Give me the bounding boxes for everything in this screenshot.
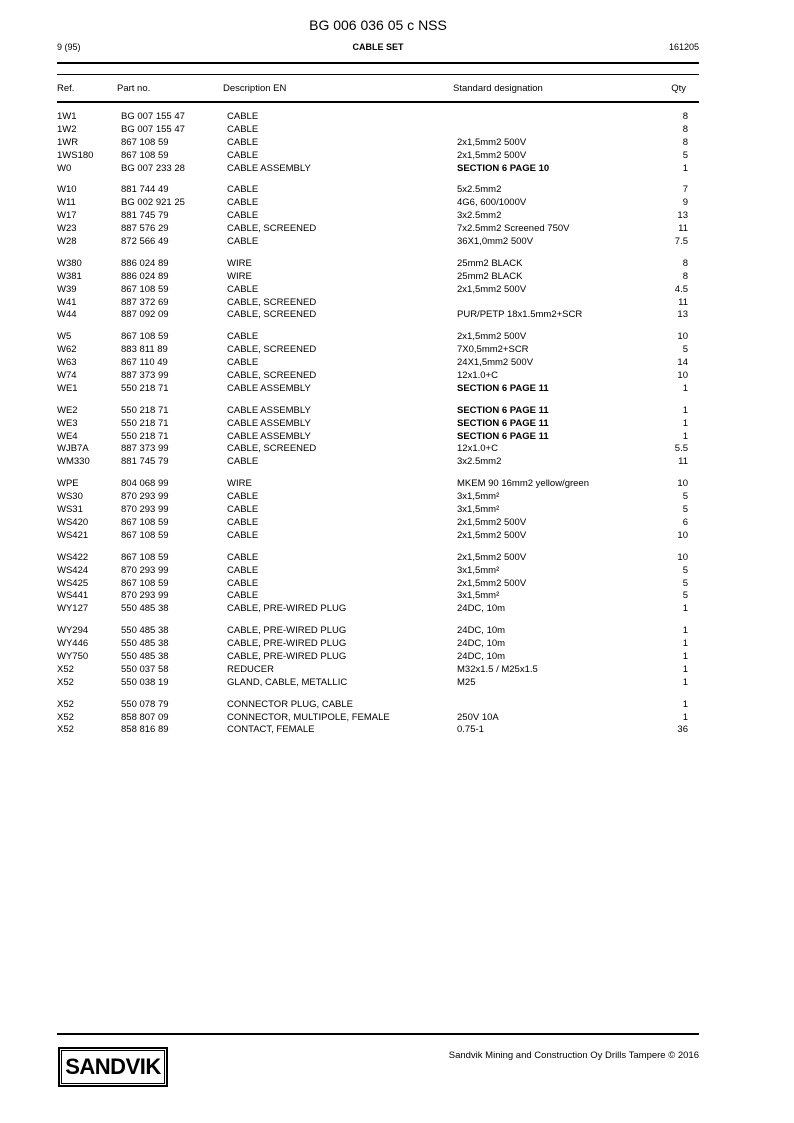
cell-part-number: 858 816 89 xyxy=(121,724,169,736)
table-row xyxy=(57,418,699,431)
row-group xyxy=(57,111,699,175)
cell-description: CABLE ASSEMBLY xyxy=(227,430,311,442)
cell-description: CABLE ASSEMBLY xyxy=(227,162,311,174)
cell-description: CONTACT, FEMALE xyxy=(227,724,315,736)
cell-quantity: 1 xyxy=(682,638,688,650)
cell-standard-designation: 2x1,5mm2 500V xyxy=(457,136,527,148)
cell-quantity: 5 xyxy=(682,577,688,589)
cell-standard-designation: 3x2.5mm2 xyxy=(457,456,502,468)
cell-quantity: 10 xyxy=(677,331,688,343)
cell-quantity: 6 xyxy=(682,516,688,528)
cell-description: CABLE xyxy=(227,123,259,135)
cell-ref: X52 xyxy=(57,663,74,675)
table-row xyxy=(57,197,699,210)
cell-ref: W74 xyxy=(57,370,77,382)
cell-ref: WY127 xyxy=(57,603,89,615)
cell-ref: X52 xyxy=(57,724,74,736)
cell-quantity: 5 xyxy=(682,149,688,161)
table-row xyxy=(57,111,699,124)
row-group xyxy=(57,258,699,322)
table-row xyxy=(57,236,699,249)
table-row xyxy=(57,370,699,383)
cell-description: CABLE xyxy=(227,136,259,148)
cell-standard-designation: 36X1,0mm2 500V xyxy=(457,236,534,248)
cell-quantity: 10 xyxy=(677,478,688,490)
cell-standard-designation: 2x1,5mm2 500V xyxy=(457,149,527,161)
footer-rule xyxy=(57,1033,699,1035)
col-header-part: Part no. xyxy=(117,83,151,94)
table-row xyxy=(57,150,699,163)
cell-part-number: 867 108 59 xyxy=(121,577,169,589)
cell-part-number: 867 108 59 xyxy=(121,283,169,295)
cell-quantity: 10 xyxy=(677,529,688,541)
cell-standard-designation: 12x1.0+C xyxy=(457,443,498,455)
cell-quantity: 1 xyxy=(682,430,688,442)
cell-description: CABLE xyxy=(227,456,259,468)
table-row xyxy=(57,491,699,504)
cell-quantity: 11 xyxy=(678,456,688,468)
cell-standard-designation: 2x1,5mm2 500V xyxy=(457,331,527,343)
cell-part-number: 870 293 99 xyxy=(121,564,169,576)
col-header-qty: Qty xyxy=(671,83,686,94)
table-row xyxy=(57,517,699,530)
col-header-ref: Ref. xyxy=(57,83,75,94)
cell-ref: 1W1 xyxy=(57,111,77,122)
cell-quantity: 1 xyxy=(682,650,688,662)
cell-ref: WE1 xyxy=(57,382,78,394)
cell-standard-designation: SECTION 6 PAGE 11 xyxy=(457,404,549,416)
cell-part-number: 550 485 38 xyxy=(121,625,169,637)
cell-standard-designation: 2x1,5mm2 500V xyxy=(457,516,527,528)
cell-quantity: 1 xyxy=(682,625,688,637)
cell-ref: WS31 xyxy=(57,504,83,516)
cell-quantity: 1 xyxy=(682,663,688,675)
cell-part-number: 550 218 71 xyxy=(121,430,169,442)
table-row xyxy=(57,712,699,725)
cell-part-number: 867 108 59 xyxy=(121,551,169,563)
cell-description: CONNECTOR, MULTIPOLE, FEMALE xyxy=(227,711,390,723)
footer-copyright: Sandvik Mining and Construction Oy Drills Tampere © 2016 xyxy=(448,1050,699,1061)
section-title: CABLE SET xyxy=(352,42,404,52)
cell-ref: W17 xyxy=(57,210,77,222)
cell-ref: WS441 xyxy=(57,590,89,602)
table-row xyxy=(57,590,699,603)
cell-ref: WS425 xyxy=(57,577,89,589)
cell-description: REDUCER xyxy=(227,663,274,675)
table-row xyxy=(57,431,699,444)
cell-ref: WY294 xyxy=(57,625,89,637)
table-row xyxy=(57,638,699,651)
cell-quantity: 1 xyxy=(682,698,688,710)
cell-standard-designation: 24DC, 10m xyxy=(457,625,506,637)
cell-ref: W23 xyxy=(57,223,77,235)
cell-standard-designation: 25mm2 BLACK xyxy=(457,257,523,269)
cell-description: CABLE xyxy=(227,357,259,369)
table-row xyxy=(57,258,699,271)
cell-part-number: 550 218 71 xyxy=(121,417,169,429)
cell-description: CABLE, SCREENED xyxy=(227,309,317,321)
cell-part-number: 550 485 38 xyxy=(121,603,169,615)
table-row xyxy=(57,309,699,322)
cell-part-number: 550 037 58 xyxy=(121,663,169,675)
cell-standard-designation: 2x1,5mm2 500V xyxy=(457,551,527,563)
cell-quantity: 9 xyxy=(682,197,688,209)
cell-standard-designation: M25 xyxy=(457,676,476,688)
cell-description: CABLE, PRE-WIRED PLUG xyxy=(227,603,347,615)
table-row xyxy=(57,504,699,517)
document-date: 161205 xyxy=(668,42,699,52)
cell-ref: WM330 xyxy=(57,456,90,468)
table-row xyxy=(57,578,699,591)
cell-ref: WS30 xyxy=(57,491,83,503)
cell-standard-designation: 3x1,5mm² xyxy=(457,491,500,503)
cell-standard-designation: 25mm2 BLACK xyxy=(457,270,523,282)
cell-quantity: 8 xyxy=(682,270,688,282)
table-row xyxy=(57,357,699,370)
cell-description: WIRE xyxy=(227,270,252,282)
cell-ref: W380 xyxy=(57,257,82,269)
cell-standard-designation: 4G6, 600/1000V xyxy=(457,197,527,209)
cell-part-number: BG 007 155 47 xyxy=(121,123,185,135)
cell-description: CABLE xyxy=(227,197,259,209)
cell-part-number: 886 024 89 xyxy=(121,257,169,269)
cell-standard-designation: PUR/PETP 18x1.5mm2+SCR xyxy=(457,309,583,321)
table-row xyxy=(57,724,699,737)
cell-description: CABLE xyxy=(227,111,259,122)
cell-description: CABLE xyxy=(227,590,259,602)
table-row xyxy=(57,651,699,664)
cell-ref: W28 xyxy=(57,236,77,248)
cell-standard-designation: 7X0,5mm2+SCR xyxy=(457,344,529,356)
table-row xyxy=(57,456,699,469)
cell-part-number: 550 078 79 xyxy=(121,698,169,710)
cell-quantity: 4.5 xyxy=(674,283,688,295)
cell-part-number: 887 092 09 xyxy=(121,309,169,321)
cell-quantity: 1 xyxy=(682,603,688,615)
cell-description: CABLE xyxy=(227,149,259,161)
table-row xyxy=(57,297,699,310)
cell-quantity: 7 xyxy=(682,184,688,196)
cell-quantity: 1 xyxy=(682,162,688,174)
cell-description: CABLE, PRE-WIRED PLUG xyxy=(227,625,347,637)
cell-ref: W39 xyxy=(57,283,77,295)
cell-ref: WE4 xyxy=(57,430,78,442)
cell-standard-designation: SECTION 6 PAGE 11 xyxy=(457,430,549,442)
cell-description: CABLE ASSEMBLY xyxy=(227,404,311,416)
row-group xyxy=(57,699,699,738)
cell-standard-designation: SECTION 6 PAGE 10 xyxy=(457,162,550,174)
cell-part-number: 887 373 99 xyxy=(121,443,169,455)
cell-ref: WPE xyxy=(57,478,79,490)
cell-part-number: 887 373 99 xyxy=(121,370,169,382)
cell-quantity: 13 xyxy=(677,210,688,222)
cell-ref: WJB7A xyxy=(57,443,89,455)
cell-quantity: 1 xyxy=(682,417,688,429)
cell-quantity: 10 xyxy=(677,551,688,563)
cell-description: CABLE xyxy=(227,504,259,516)
table-row xyxy=(57,184,699,197)
cell-part-number: 883 811 89 xyxy=(121,344,168,356)
cell-ref: 1WR xyxy=(57,136,79,148)
cell-standard-designation: 24X1,5mm2 500V xyxy=(457,357,534,369)
cell-ref: W41 xyxy=(57,296,77,308)
cell-part-number: 867 108 59 xyxy=(121,516,169,528)
cell-part-number: 550 218 71 xyxy=(121,382,169,394)
cell-quantity: 1 xyxy=(682,711,688,723)
cell-ref: WS421 xyxy=(57,529,89,541)
cell-ref: W62 xyxy=(57,344,77,356)
table-row xyxy=(57,443,699,456)
cell-description: CABLE xyxy=(227,210,259,222)
cell-quantity: 5.5 xyxy=(674,443,688,455)
cell-quantity: 7.5 xyxy=(674,236,688,248)
cell-description: WIRE xyxy=(227,257,252,269)
table-row xyxy=(57,603,699,616)
cell-description: CABLE, PRE-WIRED PLUG xyxy=(227,638,347,650)
table-row xyxy=(57,331,699,344)
cell-standard-designation: 7x2.5mm2 Screened 750V xyxy=(457,223,570,235)
cell-quantity: 5 xyxy=(682,564,688,576)
cell-ref: WE2 xyxy=(57,404,78,416)
cell-description: CABLE xyxy=(227,577,259,589)
cell-ref: WY750 xyxy=(57,650,89,662)
cell-description: CABLE, SCREENED xyxy=(227,223,317,235)
cell-description: CABLE xyxy=(227,331,259,343)
cell-part-number: 804 068 99 xyxy=(121,478,169,490)
sandvik-logo xyxy=(58,1047,168,1087)
parts-table xyxy=(57,111,699,746)
cell-description: CONNECTOR PLUG, CABLE xyxy=(227,698,353,710)
cell-standard-designation: 250V 10A xyxy=(457,711,499,723)
cell-standard-designation: 5x2.5mm2 xyxy=(457,184,502,196)
cell-quantity: 10 xyxy=(677,370,688,382)
table-row xyxy=(57,677,699,690)
table-row xyxy=(57,284,699,297)
row-group xyxy=(57,478,699,542)
cell-ref: X52 xyxy=(57,676,74,688)
cell-quantity: 11 xyxy=(678,296,688,308)
cell-part-number: 867 108 59 xyxy=(121,331,169,343)
cell-standard-designation: 24DC, 10m xyxy=(457,638,506,650)
cell-description: CABLE xyxy=(227,491,259,503)
cell-part-number: BG 007 233 28 xyxy=(121,162,185,174)
cell-ref: WE3 xyxy=(57,417,78,429)
cell-standard-designation: 12x1.0+C xyxy=(457,370,498,382)
cell-ref: WY446 xyxy=(57,638,89,650)
cell-part-number: 867 108 59 xyxy=(121,136,169,148)
cell-quantity: 8 xyxy=(682,111,688,122)
cell-quantity: 1 xyxy=(682,676,688,688)
cell-ref: X52 xyxy=(57,698,74,710)
cell-part-number: 881 745 79 xyxy=(121,210,169,222)
cell-standard-designation: MKEM 90 16mm2 yellow/green xyxy=(457,478,589,490)
cell-ref: W44 xyxy=(57,309,77,321)
cell-ref: 1WS180 xyxy=(57,149,94,161)
cell-description: CABLE xyxy=(227,564,259,576)
cell-part-number: 550 218 71 xyxy=(121,404,169,416)
row-group xyxy=(57,625,699,689)
cell-ref: WS420 xyxy=(57,516,89,528)
table-row xyxy=(57,625,699,638)
cell-ref: WS424 xyxy=(57,564,89,576)
cell-standard-designation: SECTION 6 PAGE 11 xyxy=(457,382,549,394)
cell-ref: W10 xyxy=(57,184,77,196)
table-row xyxy=(57,124,699,137)
col-header-std: Standard designation xyxy=(453,83,543,94)
cell-ref: W381 xyxy=(57,270,82,282)
cell-description: CABLE ASSEMBLY xyxy=(227,417,311,429)
cell-description: CABLE xyxy=(227,236,259,248)
cell-quantity: 36 xyxy=(677,724,688,736)
col-header-desc: Description EN xyxy=(223,83,287,94)
column-header-bottom-rule xyxy=(57,101,699,103)
cell-part-number: 881 745 79 xyxy=(121,456,169,468)
cell-ref: W5 xyxy=(57,331,72,343)
cell-description: WIRE xyxy=(227,478,252,490)
cell-ref: W63 xyxy=(57,357,77,369)
row-group xyxy=(57,184,699,248)
row-group xyxy=(57,405,699,469)
table-row xyxy=(57,565,699,578)
cell-part-number: 858 807 09 xyxy=(121,711,169,723)
column-header-top-rule xyxy=(57,74,699,75)
cell-standard-designation: SECTION 6 PAGE 11 xyxy=(457,417,549,429)
cell-part-number: 550 485 38 xyxy=(121,638,169,650)
cell-standard-designation: 3x1,5mm² xyxy=(457,564,500,576)
cell-standard-designation: 24DC, 10m xyxy=(457,603,506,615)
cell-quantity: 8 xyxy=(682,257,688,269)
cell-description: CABLE ASSEMBLY xyxy=(227,382,311,394)
row-group xyxy=(57,331,699,395)
cell-part-number: 881 744 49 xyxy=(121,184,169,196)
cell-part-number: 867 108 59 xyxy=(121,149,169,161)
cell-description: CABLE, SCREENED xyxy=(227,443,317,455)
cell-quantity: 8 xyxy=(682,136,688,148)
cell-ref: W0 xyxy=(57,162,72,174)
cell-description: CABLE, SCREENED xyxy=(227,370,317,382)
cell-part-number: 550 038 19 xyxy=(121,676,169,688)
cell-standard-designation: 2x1,5mm2 500V xyxy=(457,577,527,589)
cell-standard-designation: 2x1,5mm2 500V xyxy=(457,529,527,541)
table-row xyxy=(57,223,699,236)
cell-standard-designation: 3x2.5mm2 xyxy=(457,210,502,222)
header-rule xyxy=(57,62,699,64)
cell-ref: W11 xyxy=(57,197,76,209)
cell-part-number: BG 002 921 25 xyxy=(121,197,185,209)
cell-quantity: 8 xyxy=(682,123,688,135)
cell-quantity: 5 xyxy=(682,590,688,602)
cell-quantity: 5 xyxy=(682,344,688,356)
document-title: BG 006 036 05 c NSS xyxy=(309,17,447,33)
table-row xyxy=(57,137,699,150)
cell-part-number: 867 110 49 xyxy=(121,357,168,369)
table-row xyxy=(57,210,699,223)
cell-part-number: 550 485 38 xyxy=(121,650,169,662)
cell-quantity: 13 xyxy=(677,309,688,321)
cell-description: CABLE, SCREENED xyxy=(227,344,317,356)
cell-quantity: 11 xyxy=(678,223,688,235)
table-row xyxy=(57,478,699,491)
cell-quantity: 1 xyxy=(682,382,688,394)
cell-ref: WS422 xyxy=(57,551,89,563)
cell-part-number: 887 576 29 xyxy=(121,223,169,235)
cell-standard-designation: 3x1,5mm² xyxy=(457,504,500,516)
cell-part-number: 870 293 99 xyxy=(121,504,169,516)
cell-part-number: 872 566 49 xyxy=(121,236,169,248)
cell-part-number: 867 108 59 xyxy=(121,529,169,541)
cell-description: CABLE, PRE-WIRED PLUG xyxy=(227,650,347,662)
cell-quantity: 14 xyxy=(677,357,688,369)
table-row xyxy=(57,552,699,565)
page-number: 9 (95) xyxy=(57,42,81,52)
table-row xyxy=(57,530,699,543)
table-row xyxy=(57,405,699,418)
table-row xyxy=(57,271,699,284)
table-row xyxy=(57,664,699,677)
table-row xyxy=(57,699,699,712)
cell-description: CABLE xyxy=(227,184,259,196)
cell-quantity: 5 xyxy=(682,504,688,516)
sandvik-logo-text: SANDVIK xyxy=(61,1050,165,1084)
cell-standard-designation: 24DC, 10m xyxy=(457,650,506,662)
cell-ref: X52 xyxy=(57,711,74,723)
cell-quantity: 5 xyxy=(682,491,688,503)
table-row xyxy=(57,163,699,176)
cell-description: GLAND, CABLE, METALLIC xyxy=(227,676,348,688)
cell-standard-designation: 2x1,5mm2 500V xyxy=(457,283,527,295)
cell-part-number: 870 293 99 xyxy=(121,590,169,602)
table-row xyxy=(57,383,699,396)
cell-standard-designation: 3x1,5mm² xyxy=(457,590,500,602)
cell-part-number: BG 007 155 47 xyxy=(121,111,185,122)
cell-standard-designation: M32x1.5 / M25x1.5 xyxy=(457,663,538,675)
cell-standard-designation: 0.75-1 xyxy=(457,724,484,736)
row-group xyxy=(57,552,699,616)
cell-quantity: 1 xyxy=(682,404,688,416)
cell-part-number: 886 024 89 xyxy=(121,270,169,282)
cell-description: CABLE xyxy=(227,283,259,295)
table-row xyxy=(57,344,699,357)
cell-description: CABLE, SCREENED xyxy=(227,296,317,308)
cell-ref: 1W2 xyxy=(57,123,77,135)
cell-part-number: 887 372 69 xyxy=(121,296,169,308)
cell-description: CABLE xyxy=(227,516,259,528)
cell-part-number: 870 293 99 xyxy=(121,491,169,503)
cell-description: CABLE xyxy=(227,529,259,541)
cell-description: CABLE xyxy=(227,551,259,563)
